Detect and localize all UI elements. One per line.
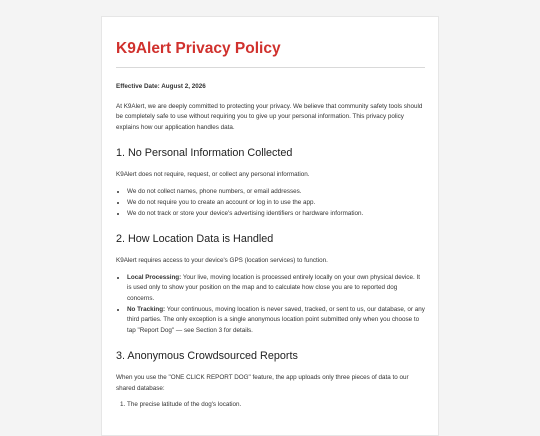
list-item-text: Your live, moving location is processed entirely locally on your own physical device. It is used only to show your position on the map and to calculate how close you are to reported dog concerns.	[127, 273, 420, 302]
page-title: K9Alert Privacy Policy	[116, 40, 281, 57]
list-item-text: Your continuous, moving location is never saved, tracked, or sent to us, our database, or any third parties. The only exception is a single anonymous location point submitted only when you choose to tap "Report Dog" — see Section 3 for details.	[127, 305, 425, 334]
section-3-list	[116, 400, 425, 411]
title-divider	[116, 67, 425, 68]
list-item: 1. The precise latitude of the dog's location.	[127, 400, 425, 411]
effective-date: Effective Date: August 2, 2026	[116, 83, 206, 90]
section-1-text: K9Alert does not require, request, or collect any personal information.	[116, 171, 310, 178]
list-item: • We do not collect names, phone numbers, or email addresses.	[127, 187, 425, 198]
list-item: • We do not track or store your device's advertising identifiers or hardware information.	[127, 209, 425, 220]
section-2-list	[116, 273, 425, 337]
list-item-label: Local Processing:	[127, 273, 182, 281]
list-item: • We do not require you to create an account or log in to use the app.	[127, 198, 425, 209]
intro-paragraph: At K9Alert, we are deeply committed to protecting your privacy. We believe that community safety tools should be completely safe to use without requiring you to give up your personal information. This privacy policy explains how our application handles data.	[116, 102, 423, 131]
section-1-heading: 1. No Personal Information Collected	[116, 147, 293, 159]
section-2-text: K9Alert requires access to your device's GPS (location services) to function.	[116, 257, 328, 264]
section-3-text: When you use the "ONE CLICK REPORT DOG" feature, the app uploads only three pieces of data to our shared database:	[116, 374, 409, 392]
list-item-label: No Tracking:	[127, 305, 166, 313]
section-1-list	[116, 187, 425, 220]
section-3-heading: 3. Anonymous Crowdsourced Reports	[116, 350, 298, 362]
section-2-heading: 2. How Location Data is Handled	[116, 233, 274, 245]
list-item	[127, 305, 425, 337]
list-item	[127, 273, 425, 305]
policy-document	[101, 16, 439, 436]
